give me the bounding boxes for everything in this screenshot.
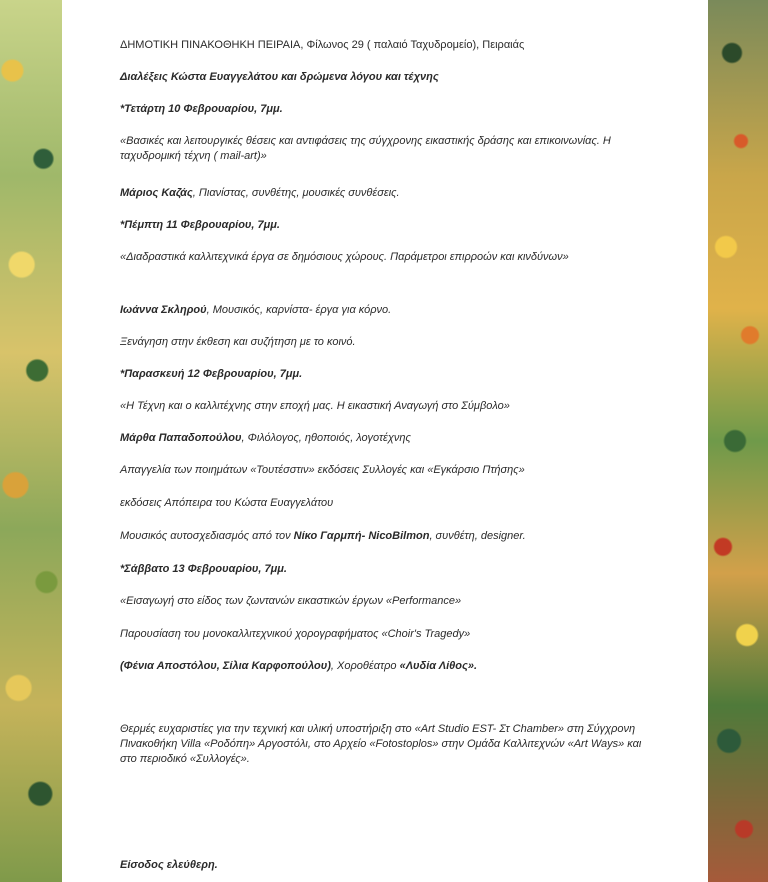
day4-performers-line xyxy=(120,659,660,674)
painting-border-left xyxy=(0,0,62,882)
day2-guest-name: Ιωάννα Σκληρού xyxy=(120,304,207,316)
day3-extra-3-pre: Μουσικός αυτοσχεδιασμός από τον xyxy=(120,530,294,542)
day1-guest-role: , Πιανίστας, συνθέτης, μουσικές συνθέσεις. xyxy=(192,187,400,199)
day3-guest-name: Μάρθα Παπαδοπούλου xyxy=(120,432,242,444)
series-title: Διαλέξεις Κώστα Ευαγγελάτου και δρώμενα λόγου και τέχνης xyxy=(120,71,439,83)
day3-guest-role: , Φιλόλογος, ηθοποιός, λογοτέχνης xyxy=(241,432,411,444)
day4-theatre-name: «Λυδία Λίθος». xyxy=(399,660,478,672)
day1-date: *Τετάρτη 10 Φεβρουαρίου, 7μμ. xyxy=(120,103,283,115)
thanks-paragraph: Θερμές ευχαριστίες για την τεχνική και υλική υποστήριξη στο «Art Studio EST- Στ Chamber» στη Σύγχρονη Πινακοθήκη Villa «Ροδόπη» Αργοστόλι, στο Αρχείο «Fotostoplos» στην Ομάδα Καλλιτεχνών «Art Ways» και στο περιοδικό «Συλλογές». xyxy=(120,723,642,765)
day1-guest-name: Μάριος Καζάς xyxy=(120,187,193,199)
admission-note: Είσοδος ελεύθερη. xyxy=(120,859,218,871)
day1-guest xyxy=(120,186,660,201)
day3-extra-3-post: , συνθέτη, designer. xyxy=(429,530,526,542)
day2-guest-role: , Μουσικός, καρνίστα- έργα για κόρνο. xyxy=(206,304,392,316)
painting-border-right xyxy=(708,0,768,882)
day4-extra: Παρουσίαση του μονοκαλλιτεχνικού χορογραφήματος «Choir's Tragedy» xyxy=(120,628,471,640)
day3-extra-2: εκδόσεις Απόπειρα του Κώστα Ευαγγελάτου xyxy=(120,497,334,509)
day2-date: *Πέμπτη 11 Φεβρουαρίου, 7μμ. xyxy=(120,219,280,231)
day4-topic: «Εισαγωγή στο είδος των ζωντανών εικαστικών έργων «Performance» xyxy=(120,595,462,607)
day3-guest xyxy=(120,431,660,446)
day2-guest xyxy=(120,303,660,318)
day3-musician-name: Νίκο Γαρμπή- NicoBilmon xyxy=(293,530,430,542)
venue-line: ΔΗΜΟΤΙΚΗ ΠΙΝΑΚΟΘΗΚΗ ΠΕΙΡΑΙΑ, Φίλωνος 29 ( παλαιό Ταχυδρομείο), Πειραιάς xyxy=(120,39,525,51)
day2-extra: Ξενάγηση στην έκθεση και συζήτηση με το κοινό. xyxy=(120,336,356,348)
day3-date: *Παρασκευή 12 Φεβρουαρίου, 7μμ. xyxy=(120,368,303,380)
day4-theatre-pre: , Χοροθέατρο xyxy=(330,660,400,672)
day2-topic: «Διαδραστικά καλλιτεχνικά έργα σε δημόσιους χώρους. Παράμετροι επιρροών και κινδύνων» xyxy=(120,251,569,263)
day3-extra-1: Απαγγελία των ποιημάτων «Τουτέσστιν» εκδόσεις Συλλογές και «Εγκάρσιο Πτήσης» xyxy=(120,464,525,476)
day3-extra-3 xyxy=(120,529,660,544)
day3-topic: «Η Τέχνη και ο καλλιτέχνης στην εποχή μας. Η εικαστική Αναγωγή στο Σύμβολο» xyxy=(120,400,510,412)
day4-performers: (Φένια Αποστόλου, Σίλια Καρφοπούλου) xyxy=(120,660,331,672)
day4-date: *Σάββατο 13 Φεβρουαρίου, 7μμ. xyxy=(120,563,287,575)
day1-topic: «Βασικές και λειτουργικές θέσεις και αντιφάσεις της σύγχρονης εικαστικής δράσης και επικοινωνίας. Η ταχυδρομική τέχνη ( mail-art)» xyxy=(120,135,611,162)
